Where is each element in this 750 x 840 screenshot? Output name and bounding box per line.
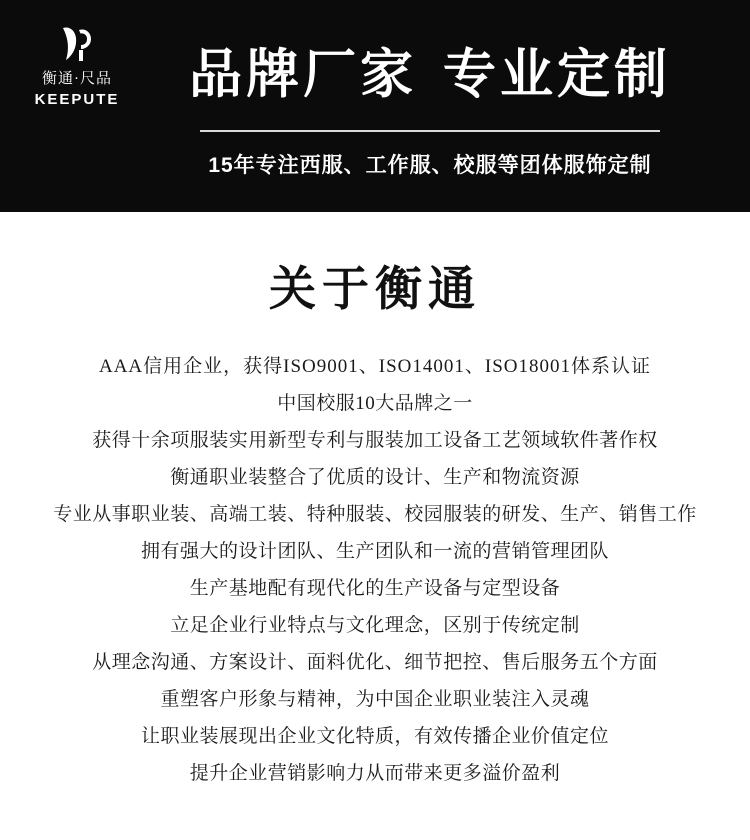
brand-logo xyxy=(22,22,132,110)
about-line: 拥有强大的设计团队、生产团队和一流的营销管理团队 xyxy=(140,541,609,562)
about-line: 衡通职业装整合了优质的设计、生产和物流资源 xyxy=(170,467,580,488)
page-title: 关于衡通 xyxy=(269,262,481,315)
banner-subtitle: 15年专注西服、工作服、校服等团体服饰定制 xyxy=(208,154,652,177)
about-line: 专业从事职业装、高端工装、特种服装、校园服装的研发、生产、销售工作 xyxy=(53,504,697,525)
about-line: 生产基地配有现代化的生产设备与定型设备 xyxy=(189,578,561,599)
about-line: 立足企业行业特点与文化理念，区别于传统定制 xyxy=(170,615,580,636)
about-section xyxy=(0,212,750,792)
banner-text-block xyxy=(140,0,750,212)
about-line: 让职业装展现出企业文化特质，有效传播企业价值定位 xyxy=(140,726,609,747)
brand-mark-icon xyxy=(55,22,99,66)
about-line: 提升企业营销影响力从而带来更多溢价盈利 xyxy=(189,763,561,784)
about-lines xyxy=(0,348,750,792)
banner-title-right: 专业定制 xyxy=(443,45,671,104)
header-banner xyxy=(0,0,750,212)
banner-title-left: 品牌厂家 xyxy=(189,45,417,104)
about-line: AAA信用企业，获得ISO9001、ISO14001、ISO18001体系认证 xyxy=(98,356,651,377)
banner-divider xyxy=(200,130,660,132)
about-line: 中国校服10大品牌之一 xyxy=(277,393,473,414)
about-line: 重塑客户形象与精神，为中国企业职业装注入灵魂 xyxy=(160,689,590,710)
brand-name-cn: 衡通·尺品 xyxy=(42,71,112,87)
brand-name-en: KEEPUTE xyxy=(34,91,120,108)
about-line: 从理念沟通、方案设计、面料优化、细节把控、售后服务五个方面 xyxy=(92,652,658,673)
about-line: 获得十余项服装实用新型专利与服装加工设备工艺领域软件著作权 xyxy=(92,430,658,451)
banner-title xyxy=(140,44,720,106)
